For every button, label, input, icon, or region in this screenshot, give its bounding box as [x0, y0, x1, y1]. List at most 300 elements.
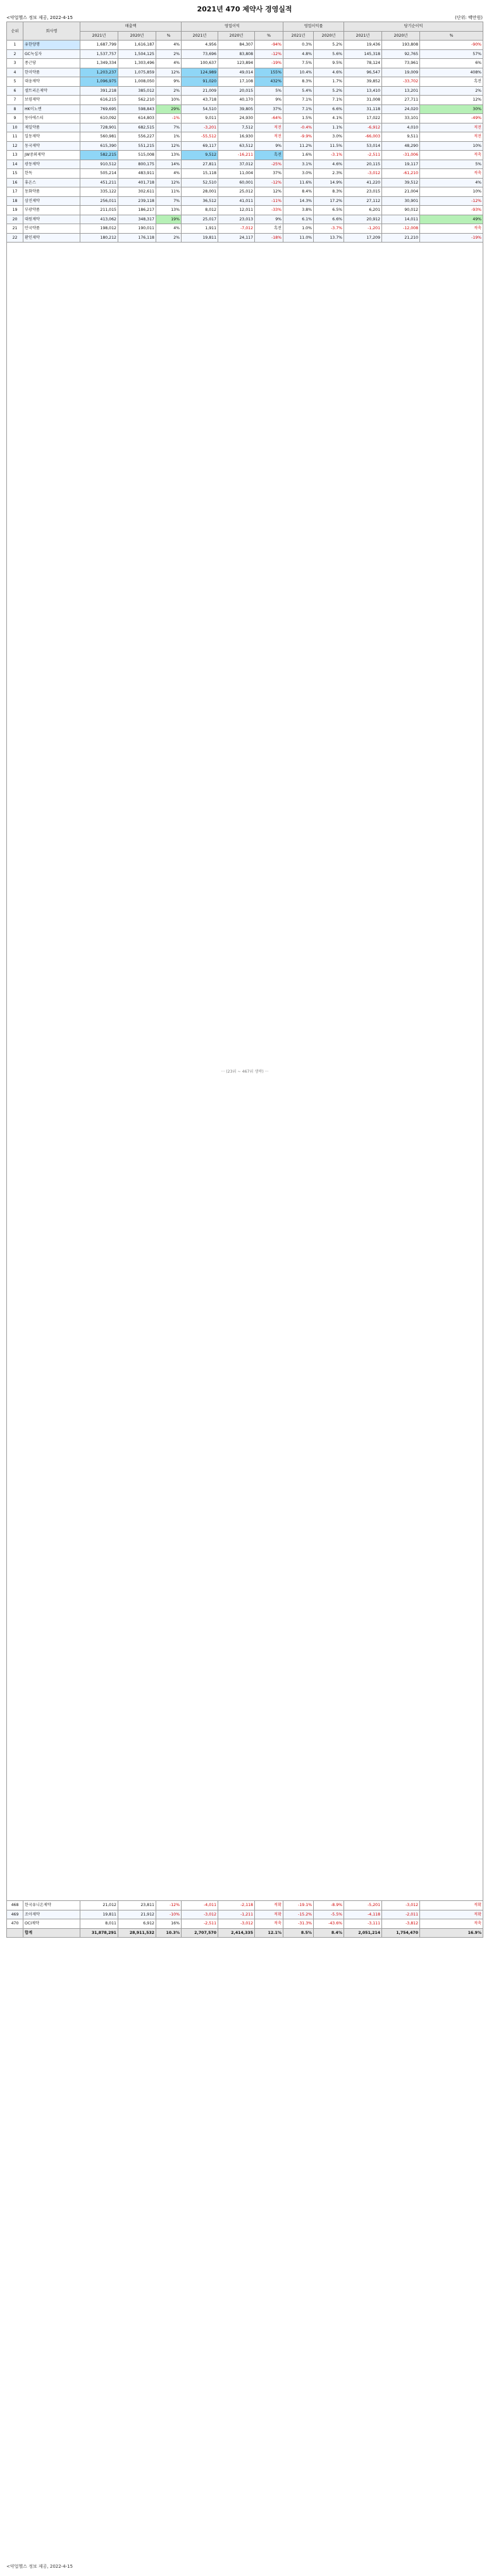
header-operating-profit: 영업이익: [182, 22, 283, 32]
cell-revenue-pct: 4%: [156, 224, 182, 234]
cell-net-2021: -66,003: [344, 132, 382, 142]
cell-op-2020: 60,001: [218, 178, 255, 187]
cell-revenue-2020: 401,718: [118, 178, 156, 187]
cell-revenue-2021: 505,214: [80, 169, 118, 179]
cell-revenue-2021: 211,015: [80, 206, 118, 215]
cell-margin-2020: -5.5%: [314, 1910, 344, 1919]
cell-rank: 1: [7, 41, 23, 50]
cell-revenue-2021: 451,211: [80, 178, 118, 187]
cell-revenue-2020: 186,217: [118, 206, 156, 215]
cell-margin-2020: 6.6%: [314, 215, 344, 224]
cell-margin-2021: 11.6%: [283, 178, 314, 187]
cell-op-pct: 적전: [255, 132, 283, 142]
cell-net-pct: 흑전: [420, 77, 483, 87]
cell-revenue-2020: 556,227: [118, 132, 156, 142]
cell-op-pct: 흑전: [255, 224, 283, 234]
header-operating-margin: 영업이익률: [283, 22, 344, 32]
cell-net-2020: 92,765: [382, 49, 420, 59]
cell-net-2021: -3,012: [344, 169, 382, 179]
cell-op-pct: 적전: [255, 123, 283, 132]
cell-net-2020: 1,754,470: [382, 1928, 420, 1938]
cell-op-2020: 23,013: [218, 215, 255, 224]
cell-op-pct: 5%: [255, 86, 283, 96]
cell-op-pct: 적축: [255, 1919, 283, 1929]
cell-margin-2020: 4.6%: [314, 68, 344, 77]
cell-net-pct: -90%: [420, 41, 483, 50]
cell-op-2021: 52,510: [182, 178, 218, 187]
cell-margin-2021: 5.4%: [283, 86, 314, 96]
cell-margin-2021: 1.5%: [283, 114, 314, 123]
cell-op-2020: 16,930: [218, 132, 255, 142]
cell-net-2020: 24,020: [382, 104, 420, 114]
cell-net-2020: 14,011: [382, 215, 420, 224]
cell-company: 대원제약: [23, 215, 80, 224]
cell-margin-2020: 14.9%: [314, 178, 344, 187]
cell-op-2021: 25,017: [182, 215, 218, 224]
cell-revenue-pct: 13%: [156, 151, 182, 160]
cell-revenue-2021: 1,537,757: [80, 49, 118, 59]
cell-margin-2021: 3.8%: [283, 206, 314, 215]
header-row-group: [7, 22, 483, 32]
cell-margin-2020: 8.3%: [314, 187, 344, 197]
table-row: [7, 206, 483, 215]
cell-margin-2021: 10.4%: [283, 68, 314, 77]
cell-net-2021: 41,220: [344, 178, 382, 187]
cell-margin-2020: 13.7%: [314, 233, 344, 243]
cell-revenue-2020: 1,303,496: [118, 59, 156, 68]
cell-revenue-2020: 598,843: [118, 104, 156, 114]
cell-revenue-pct: 16%: [156, 1919, 182, 1929]
cell-revenue-pct: 29%: [156, 104, 182, 114]
cell-rank: 3: [7, 59, 23, 68]
cell-margin-2020: -3.7%: [314, 224, 344, 234]
cell-net-2020: 21,210: [382, 233, 420, 243]
cell-revenue-pct: 11%: [156, 187, 182, 197]
cell-op-pct: 9%: [255, 96, 283, 105]
cell-margin-2021: 8.3%: [283, 77, 314, 87]
table-row: [7, 141, 483, 151]
cell-rank: 469: [7, 1910, 23, 1919]
cell-net-pct: 적전: [420, 132, 483, 142]
cell-revenue-2021: 31,878,291: [80, 1928, 118, 1938]
cell-margin-2020: 6.6%: [314, 104, 344, 114]
cell-company: 한국유니온제약: [23, 1901, 80, 1910]
cell-op-pct: -12%: [255, 178, 283, 187]
cell-revenue-2020: 239,118: [118, 196, 156, 206]
cell-margin-2021: -0.4%: [283, 123, 314, 132]
cell-op-2021: 100,637: [182, 59, 218, 68]
cell-company: GC녹십자: [23, 49, 80, 59]
cell-rank: 7: [7, 96, 23, 105]
footer-source: <약업헬스 정보 제공, 2022-4-15: [6, 2564, 73, 2569]
header-margin-2021: 2021년: [283, 31, 314, 41]
cell-margin-2020: 1.1%: [314, 123, 344, 132]
cell-rank: 18: [7, 196, 23, 206]
table-row: [7, 123, 483, 132]
cell-margin-2021: 4.8%: [283, 49, 314, 59]
cell-revenue-2020: 551,215: [118, 141, 156, 151]
cell-revenue-pct: 1%: [156, 132, 182, 142]
cell-op-pct: -33%: [255, 206, 283, 215]
cell-company: 동화약품: [23, 187, 80, 197]
cell-rank: 21: [7, 224, 23, 234]
cell-revenue-2021: 335,122: [80, 187, 118, 197]
table-row: [7, 1910, 483, 1919]
cell-op-2021: 1,911: [182, 224, 218, 234]
cell-net-2020: 33,101: [382, 114, 420, 123]
cell-revenue-pct: 2%: [156, 86, 182, 96]
cell-rank: 16: [7, 178, 23, 187]
cell-revenue-pct: -1%: [156, 114, 182, 123]
cell-net-2020: 90,012: [382, 206, 420, 215]
table-row: [7, 1919, 483, 1929]
cell-net-pct: -19%: [420, 233, 483, 243]
cell-revenue-pct: 4%: [156, 169, 182, 179]
cell-revenue-2020: 28,911,532: [118, 1928, 156, 1938]
cell-revenue-2021: 615,390: [80, 141, 118, 151]
cell-op-2020: -16,211: [218, 151, 255, 160]
header-revenue-pct: %: [156, 31, 182, 41]
table-row: [7, 224, 483, 234]
table-row: [7, 41, 483, 50]
cell-revenue-2021: 180,212: [80, 233, 118, 243]
cell-op-2020: 49,014: [218, 68, 255, 77]
cell-rank: 4: [7, 68, 23, 77]
cell-op-pct: 37%: [255, 169, 283, 179]
cell-company: 보령제약: [23, 96, 80, 105]
cell-net-pct: 5%: [420, 160, 483, 169]
cell-margin-2021: 1.6%: [283, 151, 314, 160]
cell-net-2020: 13,201: [382, 86, 420, 96]
cell-net-2021: -5,201: [344, 1901, 382, 1910]
cell-op-2020: 12,011: [218, 206, 255, 215]
cell-revenue-2021: 8,011: [80, 1919, 118, 1929]
header-revenue: 매출액: [80, 22, 182, 32]
cell-revenue-pct: 10.3%: [156, 1928, 182, 1938]
omitted-rows-note: ··· (23위 ~ 467위 생략) ···: [7, 243, 483, 1901]
cell-net-pct: 2%: [420, 86, 483, 96]
cell-net-pct: 408%: [420, 68, 483, 77]
cell-op-2021: 124,989: [182, 68, 218, 77]
cell-net-2021: 53,014: [344, 141, 382, 151]
cell-margin-2021: 1.0%: [283, 224, 314, 234]
cell-revenue-2020: 21,912: [118, 1910, 156, 1919]
table-row: [7, 49, 483, 59]
cell-rank: 470: [7, 1919, 23, 1929]
cell-net-2020: -33,702: [382, 77, 420, 87]
cell-revenue-2020: 23,811: [118, 1901, 156, 1910]
cell-net-2020: -31,006: [382, 151, 420, 160]
cell-net-2020: 193,808: [382, 41, 420, 50]
cell-margin-2021: 7.5%: [283, 59, 314, 68]
cell-margin-2021: 14.3%: [283, 196, 314, 206]
cell-company: 안국약품: [23, 224, 80, 234]
table-row: [7, 1928, 483, 1938]
cell-revenue-pct: 4%: [156, 59, 182, 68]
table-row: [7, 233, 483, 243]
header-op-2020: 2020년: [218, 31, 255, 41]
cell-rank: 10: [7, 123, 23, 132]
cell-op-2020: 25,012: [218, 187, 255, 197]
cell-net-2021: 6,201: [344, 206, 382, 215]
cell-net-2020: -61,210: [382, 169, 420, 179]
cell-net-2020: -2,011: [382, 1910, 420, 1919]
cell-revenue-pct: 7%: [156, 123, 182, 132]
cell-net-2021: -2,511: [344, 151, 382, 160]
cell-margin-2021: 3.1%: [283, 160, 314, 169]
cell-net-2020: 39,512: [382, 178, 420, 187]
cell-rank: 14: [7, 160, 23, 169]
cell-company: 휴온스: [23, 178, 80, 187]
cell-net-2020: 21,004: [382, 187, 420, 197]
cell-net-2021: 17,209: [344, 233, 382, 243]
cell-company: 유한양행: [23, 41, 80, 50]
table-row: [7, 86, 483, 96]
cell-company: 삼진제약: [23, 196, 80, 206]
cell-company: HK이노엔: [23, 104, 80, 114]
cell-revenue-pct: 2%: [156, 233, 182, 243]
cell-net-2021: 23,015: [344, 187, 382, 197]
cell-revenue-pct: -10%: [156, 1910, 182, 1919]
unit-note: (단위: 백만원): [455, 15, 483, 20]
cell-net-2021: 19,436: [344, 41, 382, 50]
cell-margin-2021: 6.1%: [283, 215, 314, 224]
cell-op-pct: 9%: [255, 141, 283, 151]
cell-rank: [7, 1928, 23, 1938]
cell-op-2020: -2,118: [218, 1901, 255, 1910]
cell-net-pct: 49%: [420, 215, 483, 224]
cell-revenue-pct: 12%: [156, 141, 182, 151]
table-row: [7, 151, 483, 160]
cell-net-2021: 13,410: [344, 86, 382, 96]
cell-revenue-2020: 800,175: [118, 160, 156, 169]
header-net-pct: %: [420, 31, 483, 41]
cell-net-pct: -12%: [420, 196, 483, 206]
cell-net-2020: 4,010: [382, 123, 420, 132]
cell-company: 동아에스티: [23, 114, 80, 123]
cell-rank: 17: [7, 187, 23, 197]
cell-company: 부광약품: [23, 206, 80, 215]
cell-net-2021: -6,912: [344, 123, 382, 132]
cell-net-pct: 적축: [420, 1919, 483, 1929]
cell-op-2021: 73,696: [182, 49, 218, 59]
cell-net-pct: 12%: [420, 96, 483, 105]
cell-net-pct: 적확: [420, 1910, 483, 1919]
cell-rank: 468: [7, 1901, 23, 1910]
cell-revenue-2021: 616,215: [80, 96, 118, 105]
cell-revenue-pct: 12%: [156, 68, 182, 77]
report-meta: [0, 13, 489, 22]
cell-op-2021: -4,011: [182, 1901, 218, 1910]
cell-company: 동국제약: [23, 141, 80, 151]
cell-revenue-2020: 1,504,125: [118, 49, 156, 59]
header-op-pct: %: [255, 31, 283, 41]
cell-revenue-2021: 560,981: [80, 132, 118, 142]
cell-net-2020: -3,812: [382, 1919, 420, 1929]
cell-company: 한독: [23, 169, 80, 179]
cell-revenue-pct: 13%: [156, 206, 182, 215]
cell-op-2020: -7,012: [218, 224, 255, 234]
cell-rank: 12: [7, 141, 23, 151]
cell-op-2021: 8,012: [182, 206, 218, 215]
cell-op-2021: 15,118: [182, 169, 218, 179]
cell-revenue-2021: 1,687,799: [80, 41, 118, 50]
cell-revenue-2021: 19,811: [80, 1910, 118, 1919]
cell-net-2020: -12,008: [382, 224, 420, 234]
cell-net-2020: 19,117: [382, 160, 420, 169]
cell-company: OCI제약: [23, 1919, 80, 1929]
cell-revenue-2020: 1,075,859: [118, 68, 156, 77]
cell-revenue-2021: 391,218: [80, 86, 118, 96]
cell-op-2021: 28,001: [182, 187, 218, 197]
cell-revenue-pct: 14%: [156, 160, 182, 169]
cell-revenue-2020: 1,616,187: [118, 41, 156, 50]
cell-rank: 13: [7, 151, 23, 160]
cell-company: 환인제약: [23, 233, 80, 243]
cell-net-2021: -4,118: [344, 1910, 382, 1919]
cell-op-pct: 37%: [255, 104, 283, 114]
cell-op-2020: 63,512: [218, 141, 255, 151]
table-body: [7, 41, 483, 1938]
cell-op-2020: 39,805: [218, 104, 255, 114]
cell-revenue-2021: 610,092: [80, 114, 118, 123]
cell-revenue-pct: 10%: [156, 96, 182, 105]
cell-op-2020: 11,004: [218, 169, 255, 179]
cell-net-2021: 78,124: [344, 59, 382, 68]
cell-margin-2020: -43.6%: [314, 1919, 344, 1929]
header-margin-2020: 2020년: [314, 31, 344, 41]
cell-margin-2021: 3.0%: [283, 169, 314, 179]
header-revenue-2020: 2020년: [118, 31, 156, 41]
cell-margin-2021: -9.9%: [283, 132, 314, 142]
cell-net-2020: 9,511: [382, 132, 420, 142]
cell-net-pct: 적확: [420, 1901, 483, 1910]
cell-op-pct: 432%: [255, 77, 283, 87]
cell-rank: 19: [7, 206, 23, 215]
performance-table: [6, 22, 483, 1938]
cell-net-pct: 적축: [420, 169, 483, 179]
cell-op-2021: 36,512: [182, 196, 218, 206]
cell-net-2021: 31,118: [344, 104, 382, 114]
cell-op-pct: -25%: [255, 160, 283, 169]
cell-net-2021: -1,201: [344, 224, 382, 234]
header-op-2021: 2021년: [182, 31, 218, 41]
cell-net-pct: 적축: [420, 151, 483, 160]
cell-rank: 11: [7, 132, 23, 142]
cell-margin-2020: 5.6%: [314, 49, 344, 59]
cell-op-2020: 123,894: [218, 59, 255, 68]
cell-op-pct: 9%: [255, 215, 283, 224]
cell-rank: 8: [7, 104, 23, 114]
table-row: [7, 160, 483, 169]
cell-margin-2021: -31.3%: [283, 1919, 314, 1929]
cell-net-2020: -3,012: [382, 1901, 420, 1910]
cell-margin-2020: 17.2%: [314, 196, 344, 206]
cell-margin-2020: -3.1%: [314, 151, 344, 160]
table-row: [7, 187, 483, 197]
omitted-rows: [7, 243, 483, 1901]
cell-op-2021: 27,811: [182, 160, 218, 169]
cell-margin-2021: -15.2%: [283, 1910, 314, 1919]
cell-net-pct: 적축: [420, 224, 483, 234]
header-company: 회사명: [23, 22, 80, 41]
cell-net-2021: 17,022: [344, 114, 382, 123]
cell-revenue-pct: 2%: [156, 49, 182, 59]
cell-net-pct: 4%: [420, 178, 483, 187]
cell-net-pct: 57%: [420, 49, 483, 59]
cell-rank: 20: [7, 215, 23, 224]
cell-rank: 15: [7, 169, 23, 179]
table-row: [7, 104, 483, 114]
cell-op-2021: 9,512: [182, 151, 218, 160]
cell-op-2021: 69,117: [182, 141, 218, 151]
cell-margin-2020: 7.1%: [314, 96, 344, 105]
cell-net-2021: 96,547: [344, 68, 382, 77]
cell-company: 광동제약: [23, 160, 80, 169]
cell-revenue-2021: 198,012: [80, 224, 118, 234]
cell-margin-2020: 2.3%: [314, 169, 344, 179]
cell-op-2020: 2,414,335: [218, 1928, 255, 1938]
cell-net-2020: 27,711: [382, 96, 420, 105]
cell-op-2021: 19,811: [182, 233, 218, 243]
cell-revenue-2020: 1,008,050: [118, 77, 156, 87]
table-row: [7, 59, 483, 68]
cell-op-2020: 20,015: [218, 86, 255, 96]
cell-company: 합계: [23, 1928, 80, 1938]
cell-net-pct: 30%: [420, 104, 483, 114]
cell-op-2020: 83,808: [218, 49, 255, 59]
cell-revenue-2021: 1,096,975: [80, 77, 118, 87]
cell-revenue-pct: 7%: [156, 196, 182, 206]
cell-net-2021: 31,008: [344, 96, 382, 105]
cell-revenue-pct: 4%: [156, 41, 182, 50]
cell-op-pct: -94%: [255, 41, 283, 50]
header-rank: 순위: [7, 22, 23, 41]
cell-margin-2020: 11.5%: [314, 141, 344, 151]
cell-rank: 9: [7, 114, 23, 123]
cell-revenue-2021: 256,011: [80, 196, 118, 206]
cell-net-2021: 27,112: [344, 196, 382, 206]
table-row: [7, 178, 483, 187]
cell-revenue-2020: 6,912: [118, 1919, 156, 1929]
cell-margin-2020: 5.2%: [314, 86, 344, 96]
cell-revenue-2020: 483,911: [118, 169, 156, 179]
cell-net-2021: 145,318: [344, 49, 382, 59]
cell-revenue-pct: -12%: [156, 1901, 182, 1910]
cell-op-2021: 2,707,570: [182, 1928, 218, 1938]
cell-op-pct: 흑전: [255, 151, 283, 160]
cell-op-2021: 9,011: [182, 114, 218, 123]
cell-margin-2020: 6.5%: [314, 206, 344, 215]
cell-net-pct: 10%: [420, 187, 483, 197]
table-row: [7, 96, 483, 105]
cell-revenue-2021: 21,012: [80, 1901, 118, 1910]
cell-revenue-2020: 348,317: [118, 215, 156, 224]
cell-margin-2021: 11.2%: [283, 141, 314, 151]
cell-op-pct: -18%: [255, 233, 283, 243]
source-note: <약업헬스 정보 제공, 2022-4-15: [6, 15, 73, 20]
cell-rank: 6: [7, 86, 23, 96]
cell-revenue-2020: 302,611: [118, 187, 156, 197]
cell-op-2020: -3,012: [218, 1919, 255, 1929]
report-title: 2021년 470 제약사 경영실적: [197, 5, 292, 13]
cell-margin-2020: 8.4%: [314, 1928, 344, 1938]
cell-revenue-2020: 190,011: [118, 224, 156, 234]
cell-company: 셀트리온제약: [23, 86, 80, 96]
table-row: [7, 169, 483, 179]
header-revenue-2021: 2021년: [80, 31, 118, 41]
cell-op-2021: 91,020: [182, 77, 218, 87]
